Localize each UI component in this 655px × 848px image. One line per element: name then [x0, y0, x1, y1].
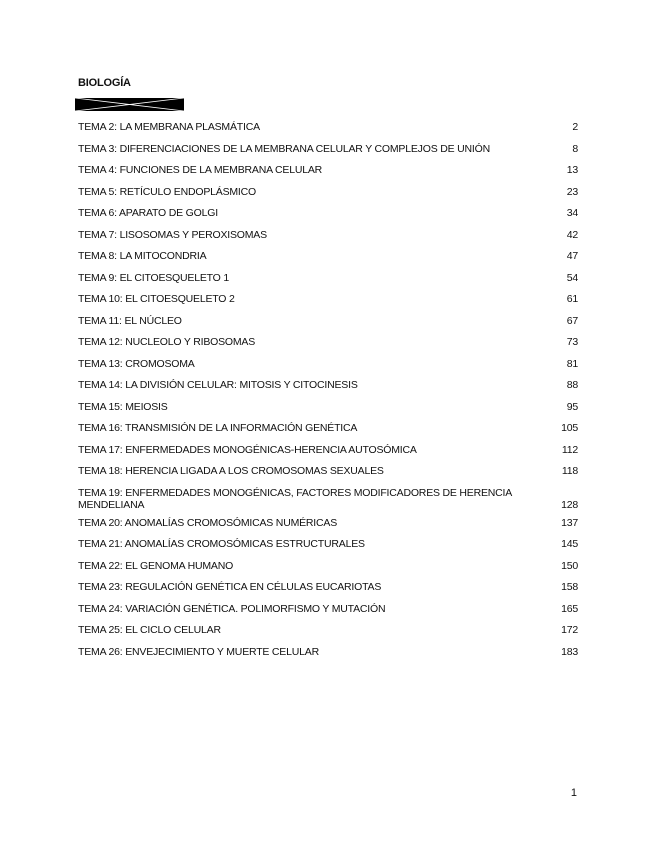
- toc-entry[interactable]: [78, 117, 578, 139]
- redaction-block: [75, 98, 184, 111]
- toc-entry[interactable]: [78, 577, 578, 599]
- toc-entry-title: TEMA 20: ANOMALÍAS CROMOSÓMICAS NUMÉRICAS: [78, 516, 338, 529]
- redaction-cross-icon: [75, 98, 184, 111]
- toc-entry[interactable]: [78, 182, 578, 204]
- toc-entry[interactable]: [78, 642, 578, 664]
- toc-entry-title: TEMA 8: LA MITOCONDRIA: [78, 250, 207, 262]
- toc-entry-page: 88: [566, 379, 578, 391]
- page-number: 1: [570, 787, 577, 799]
- toc-entry-title: TEMA 5: RETÍCULO ENDOPLÁSMICO: [78, 185, 256, 198]
- toc-entry[interactable]: [78, 461, 578, 483]
- toc-entry[interactable]: [78, 354, 578, 376]
- toc-entry-page: 54: [566, 271, 578, 284]
- document-title: BIOLOGÍA: [78, 77, 131, 89]
- toc-entry-title: TEMA 7: LISOSOMAS Y PEROXISOMAS: [78, 228, 267, 241]
- toc-entry-page: 42: [566, 228, 578, 241]
- toc-entry-page: 128: [561, 498, 578, 511]
- toc-entry-title: TEMA 24: VARIACIÓN GENÉTICA. POLIMORFISMO Y MUTACIÓN: [78, 602, 386, 615]
- toc-entry[interactable]: [78, 246, 578, 268]
- toc-entry-page: 81: [566, 357, 578, 370]
- toc-entry-page: 137: [561, 516, 578, 529]
- toc-entry-title: TEMA 26: ENVEJECIMIENTO Y MUERTE CELULAR: [78, 645, 319, 658]
- toc-entry-title: TEMA 25: EL CICLO CELULAR: [78, 624, 221, 636]
- toc-entry[interactable]: [78, 620, 578, 642]
- toc-entry-page: 183: [561, 645, 578, 658]
- toc-entry-page: 73: [566, 336, 578, 348]
- toc-entry-title: TEMA 12: NUCLEOLO Y RIBOSOMAS: [78, 336, 256, 348]
- toc-entry-title: TEMA 16: TRANSMISIÓN DE LA INFORMACIÓN GENÉTICA: [78, 422, 358, 434]
- toc-entry-title: TEMA 17: ENFERMEDADES MONOGÉNICAS-HERENCIA AUTOSÓMICA: [78, 443, 417, 456]
- toc-entry[interactable]: [78, 289, 578, 311]
- toc-entry-page: 2: [572, 121, 578, 133]
- toc-entry-title: TEMA 23: REGULACIÓN GENÉTICA EN CÉLULAS EUCARIOTAS: [78, 581, 382, 593]
- toc-entry-title: TEMA 3: DIFERENCIACIONES DE LA MEMBRANA CELULAR Y COMPLEJOS DE UNIÓN: [78, 142, 490, 155]
- toc-entry[interactable]: [78, 139, 578, 161]
- toc-entry-title: TEMA 22: EL GENOMA HUMANO: [78, 559, 234, 572]
- toc-entry[interactable]: [78, 513, 578, 535]
- toc-entry-title: TEMA 4: FUNCIONES DE LA MEMBRANA CELULAR: [78, 164, 323, 176]
- toc-entry-title: TEMA 2: LA MEMBRANA PLASMÁTICA: [78, 121, 260, 133]
- toc-entry-page: 34: [566, 207, 578, 219]
- toc-entry-page: 8: [572, 142, 578, 155]
- toc-entry[interactable]: [78, 268, 578, 290]
- toc-entry-title: TEMA 19: ENFERMEDADES MONOGÉNICAS, FACTORES MODIFICADORES DE HERENCIA MENDELIANA: [78, 486, 512, 511]
- toc-entry[interactable]: [78, 418, 578, 440]
- toc-entry[interactable]: [78, 556, 578, 578]
- toc-entry[interactable]: [78, 483, 578, 513]
- toc-entry-title: TEMA 13: CROMOSOMA: [78, 357, 195, 370]
- toc-entry[interactable]: [78, 599, 578, 621]
- toc-entry[interactable]: [78, 160, 578, 182]
- toc-entry[interactable]: [78, 534, 578, 556]
- toc-entry-title: TEMA 15: MEIOSIS: [78, 400, 168, 413]
- toc-entry-title: TEMA 21: ANOMALÍAS CROMOSÓMICAS ESTRUCTURALES: [78, 538, 365, 550]
- toc-entry[interactable]: [78, 375, 578, 397]
- toc-entry-page: 23: [566, 185, 578, 198]
- toc-entry-title: TEMA 14: LA DIVISIÓN CELULAR: MITOSIS Y CITOCINESIS: [78, 379, 358, 391]
- toc-entry-page: 13: [566, 164, 578, 176]
- toc-entry-page: 118: [561, 465, 578, 477]
- toc-entry-title: TEMA 10: EL CITOESQUELETO 2: [78, 293, 235, 305]
- toc-entry[interactable]: [78, 225, 578, 247]
- toc-entry-page: 150: [561, 559, 578, 572]
- toc-entry[interactable]: [78, 203, 578, 225]
- toc-entry[interactable]: [78, 311, 578, 333]
- toc-entry-title: TEMA 9: EL CITOESQUELETO 1: [78, 271, 229, 284]
- toc-entry-title: TEMA 11: EL NÚCLEO: [78, 314, 182, 327]
- toc-entry-page: 67: [566, 314, 578, 327]
- toc-entry-page: 105: [561, 422, 578, 434]
- toc-entry-title: TEMA 18: HERENCIA LIGADA A LOS CROMOSOMAS SEXUALES: [78, 465, 384, 477]
- table-of-contents: [78, 117, 578, 663]
- toc-entry[interactable]: [78, 440, 578, 462]
- toc-entry[interactable]: [78, 397, 578, 419]
- toc-entry-page: 47: [566, 250, 578, 262]
- toc-entry-page: 158: [561, 581, 578, 593]
- toc-entry-title: TEMA 6: APARATO DE GOLGI: [78, 207, 218, 219]
- toc-entry-page: 61: [566, 293, 578, 305]
- toc-entry-page: 95: [566, 400, 578, 413]
- toc-entry-page: 145: [561, 538, 578, 550]
- toc-entry-page: 165: [561, 602, 578, 615]
- toc-entry-page: 112: [561, 443, 578, 456]
- toc-entry[interactable]: [78, 332, 578, 354]
- toc-entry-page: 172: [561, 624, 578, 636]
